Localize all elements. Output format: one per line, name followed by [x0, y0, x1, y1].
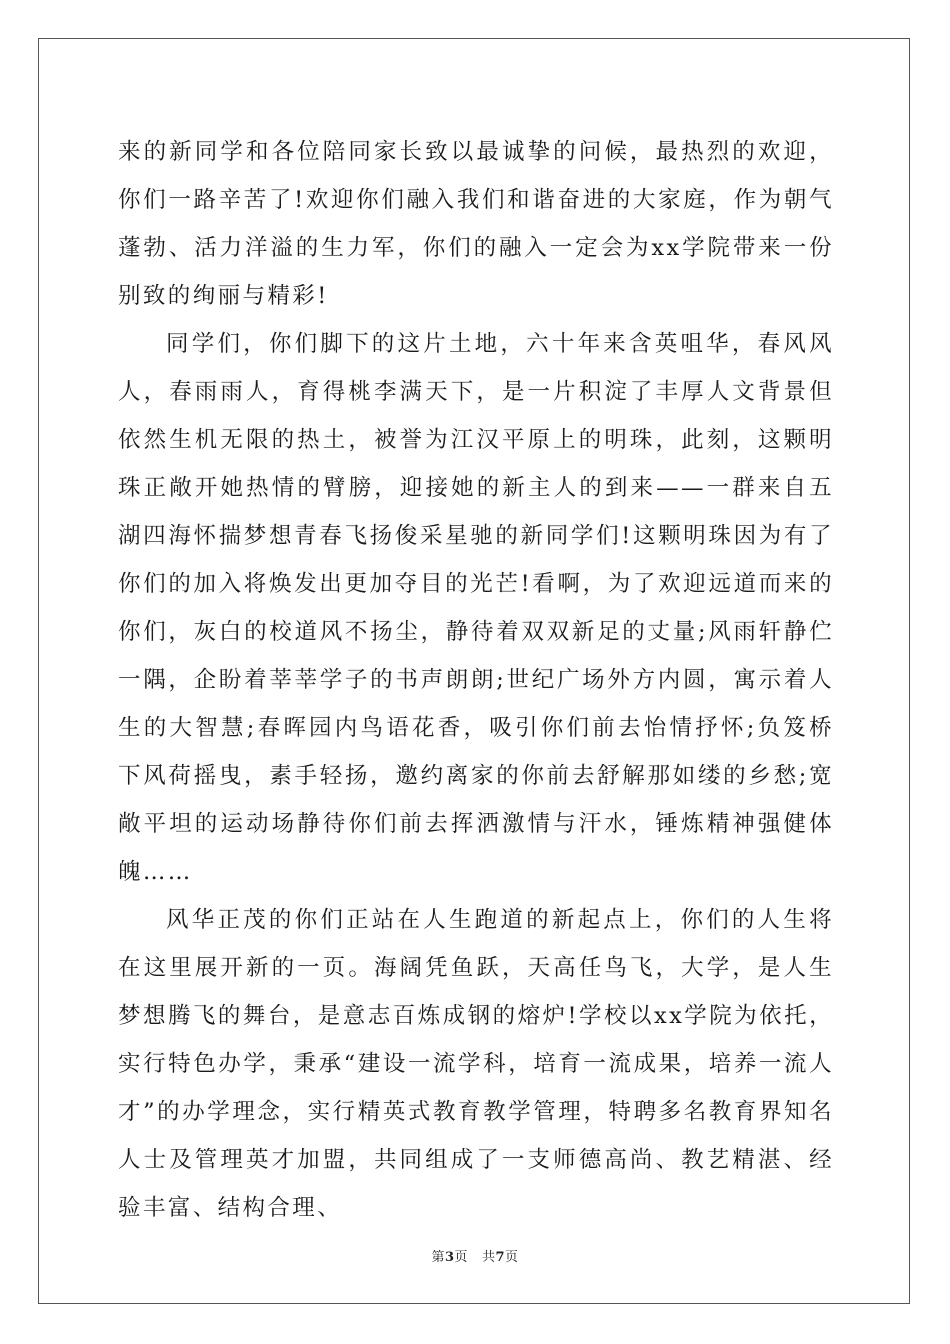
page-footer: [0, 1246, 950, 1265]
document-body: [118, 128, 834, 1232]
current-page-number: 3: [444, 1250, 455, 1265]
paragraph-3: 风华正茂的你们正站在人生跑道的新起点上，你们的人生将在这里展开新的一页。海阔凭鱼跃，天高任鸟飞，大学，是人生梦想腾飞的舞台，是意志百炼成钢的熔炉!学校以xx学院为依托，实行特色办学，秉承“建设一流学科，培育一流成果，培养一流人才”的办学理念，实行精英式教育教学管理，特聘多名教育界知名人士及管理英才加盟，共同组成了一支师德高尚、教艺精湛、经验丰富、结构合理、: [118, 907, 834, 1221]
footer-total-prefix: 共: [481, 1250, 496, 1265]
footer-page-suffix: 页: [454, 1250, 469, 1265]
paragraph-2: 同学们，你们脚下的这片土地，六十年来含英咀华，春风风人，春雨雨人，育得桃李满天下，是一片积淀了丰厚人文背景但依然生机无限的热土，被誉为江汉平原上的明珠，此刻，这颗明珠正敞开她热情的臂膀，迎接她的新主人的到来——一群来自五湖四海怀揣梦想青春飞扬俊采星驰的新同学们!这颗明珠因为有了你们的加入将焕发出更加夺目的光芒!看啊，为了欢迎远道而来的你们，灰白的校道风不扬尘，静待着双双新足的丈量;风雨轩静伫一隅，企盼着莘莘学子的书声朗朗;世纪广场外方内圆，寓示着人生的大智慧;春晖园内鸟语花香，吸引你们前去怡情抒怀;负笈桥下风荷摇曳，素手轻扬，邀约离家的你前去舒解那如缕的乡愁;宽敞平坦的运动场静待你们前去挥洒激情与汗水，锤炼精神强健体魄……: [118, 331, 834, 885]
footer-prefix: 第: [431, 1250, 445, 1265]
total-page-number: 7: [495, 1250, 506, 1265]
footer-total-suffix: 页: [505, 1250, 519, 1265]
paragraph-1: 来的新同学和各位陪同家长致以最诚挚的问候，最热烈的欢迎，你们一路辛苦了!欢迎你们融入我们和谐奋进的大家庭，作为朝气蓬勃、活力洋溢的生力军，你们的融入一定会为xx学院带来一份别致的绚丽与精彩!: [118, 139, 834, 309]
